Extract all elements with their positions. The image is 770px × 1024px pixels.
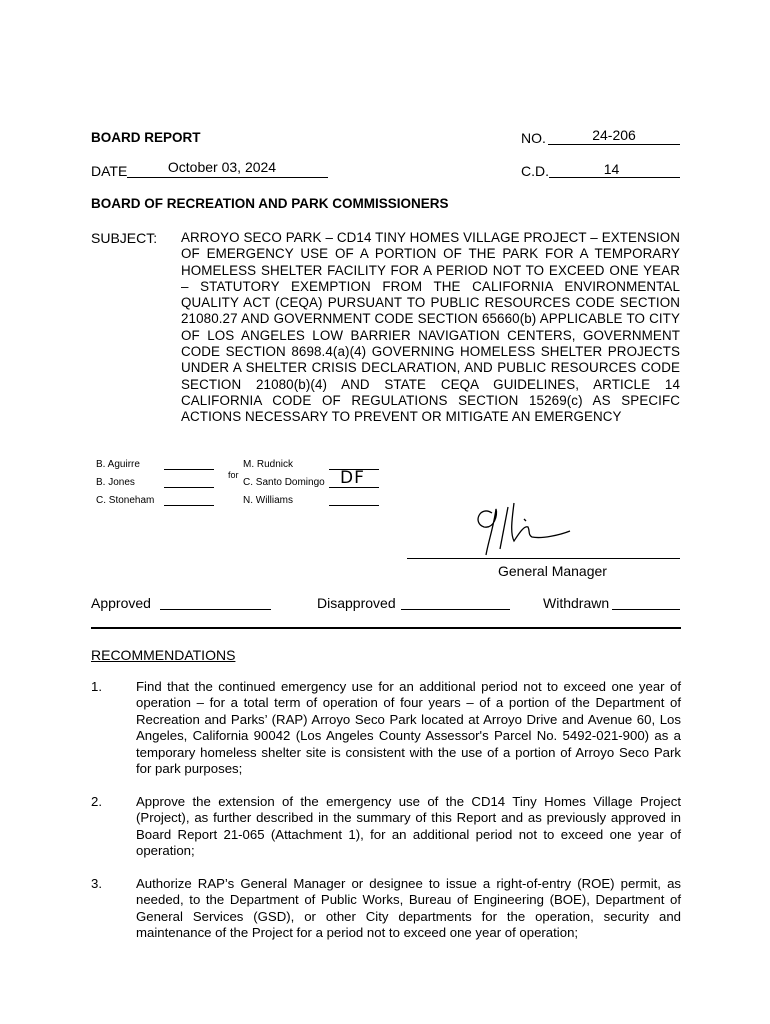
- recommendation-item: [91, 794, 681, 860]
- commissioner-aguirre-line: [164, 469, 214, 470]
- recommendations-heading: RECOMMENDATIONS: [91, 647, 236, 663]
- commissioner-stoneham: C. Stoneham: [96, 495, 155, 506]
- commissioner-jones: B. Jones: [96, 477, 135, 488]
- commissioner-stoneham-line: [164, 505, 214, 506]
- commissioner-jones-line: [164, 487, 214, 488]
- commissioner-santo-domingo: C. Santo Domingo: [243, 477, 325, 488]
- cd-label: C.D.: [521, 163, 549, 179]
- date-value: October 03, 2024: [167, 159, 277, 175]
- for-note: for: [228, 470, 239, 480]
- no-field: [548, 128, 680, 145]
- general-manager-signature: [470, 495, 580, 560]
- commissioner-williams: N. Williams: [243, 495, 293, 506]
- recommendation-item: [91, 679, 681, 777]
- date-field: [127, 160, 328, 178]
- report-label: BOARD REPORT: [91, 130, 201, 145]
- recommendation-text: Authorize RAP’s General Manager or designee to issue a right-of-entry (ROE) permit, as needed, to the Department of Public Works, Bureau of Engineering (BOE), Department of General Services (GSD), or other City departments for the operation, security and maintenance of the Project for a period not to exceed one year of operation;: [136, 876, 681, 941]
- subject-label: SUBJECT:: [91, 230, 158, 246]
- general-manager-title: General Manager: [498, 563, 607, 579]
- recommendation-number: 3.: [91, 876, 102, 891]
- subject-text: ARROYO SECO PARK – CD14 TINY HOMES VILLAGE PROJECT – EXTENSION OF EMERGENCY USE OF A PORTION OF THE PARK FOR A TEMPORARY HOMELESS SHELTER FACILITY FOR A PERIOD NOT TO EXCEED ONE YEAR – STATUTORY EXEMPTION FROM THE CALIFORNIA ENVIRONMENTAL QUALITY ACT (CEQA) PURSUANT TO PUBLIC RESOURCES CODE SECTION 21080.27 AND GOVERNMENT CODE SECTION 65660(b) APPLICABLE TO CITY OF LOS ANGELES LOW BARRIER NAVIGATION CENTERS, GOVERNMENT CODE SECTION 8698.4(a)(4) GOVERNING HOMELESS SHELTER PROJECTS UNDER A SHELTER CRISIS DECLARATION, AND PUBLIC RESOURCES CODE SECTION 21080(b)(4) AND STATE CEQA GUIDELINES, ARTICLE 14 CALIFORNIA CODE OF REGULATIONS SECTION 15269(c) AS SPECIFC ACTIONS NECESSARY TO PREVENT OR MITIGATE AN EMERGENCY: [181, 230, 680, 425]
- recommendation-number: 1.: [91, 679, 102, 694]
- section-divider: [91, 627, 681, 629]
- initials-df: DF: [340, 468, 365, 488]
- withdrawn-label: Withdrawn: [543, 595, 610, 611]
- no-value: 24-206: [592, 127, 636, 143]
- recommendation-item: [91, 876, 681, 942]
- approved-line: [160, 609, 271, 610]
- cd-value: 14: [603, 161, 620, 177]
- signature-line: [407, 558, 680, 559]
- recommendation-text: Find that the continued emergency use for an additional period not to exceed one year of operation – for a total term of operation of four years – of a portion of the Department of Recreation and Parks’ (RAP) Arroyo Seco Park located at Arroyo Drive and Avenue 60, Los Angeles, California 90042 (Los Angeles County Assessor's Parcel No. 5492-021-900) as a temporary homeless shelter site is consistent with the use of a portion of Arroyo Seco Park for park purposes;: [136, 679, 681, 777]
- disapproved-label: Disapproved: [317, 595, 396, 611]
- commissioner-williams-line: [329, 505, 379, 506]
- date-label: DATE: [91, 163, 128, 179]
- commissioner-rudnick: M. Rudnick: [243, 459, 294, 470]
- no-label: NO.: [521, 130, 546, 146]
- approved-label: Approved: [91, 595, 151, 611]
- withdrawn-line: [612, 609, 680, 610]
- cd-field: [549, 160, 680, 178]
- disapproved-line: [401, 609, 510, 610]
- recommendation-number: 2.: [91, 794, 102, 809]
- recommendation-text: Approve the extension of the emergency use of the CD14 Tiny Homes Village Project (Project), as further described in the summary of this Report and as previously approved in Board Report 21-065 (Attachment 1), for an additional period not to exceed one year of operation;: [136, 794, 681, 859]
- board-title: BOARD OF RECREATION AND PARK COMMISSIONERS: [91, 196, 449, 211]
- commissioner-aguirre: B. Aguirre: [96, 459, 140, 470]
